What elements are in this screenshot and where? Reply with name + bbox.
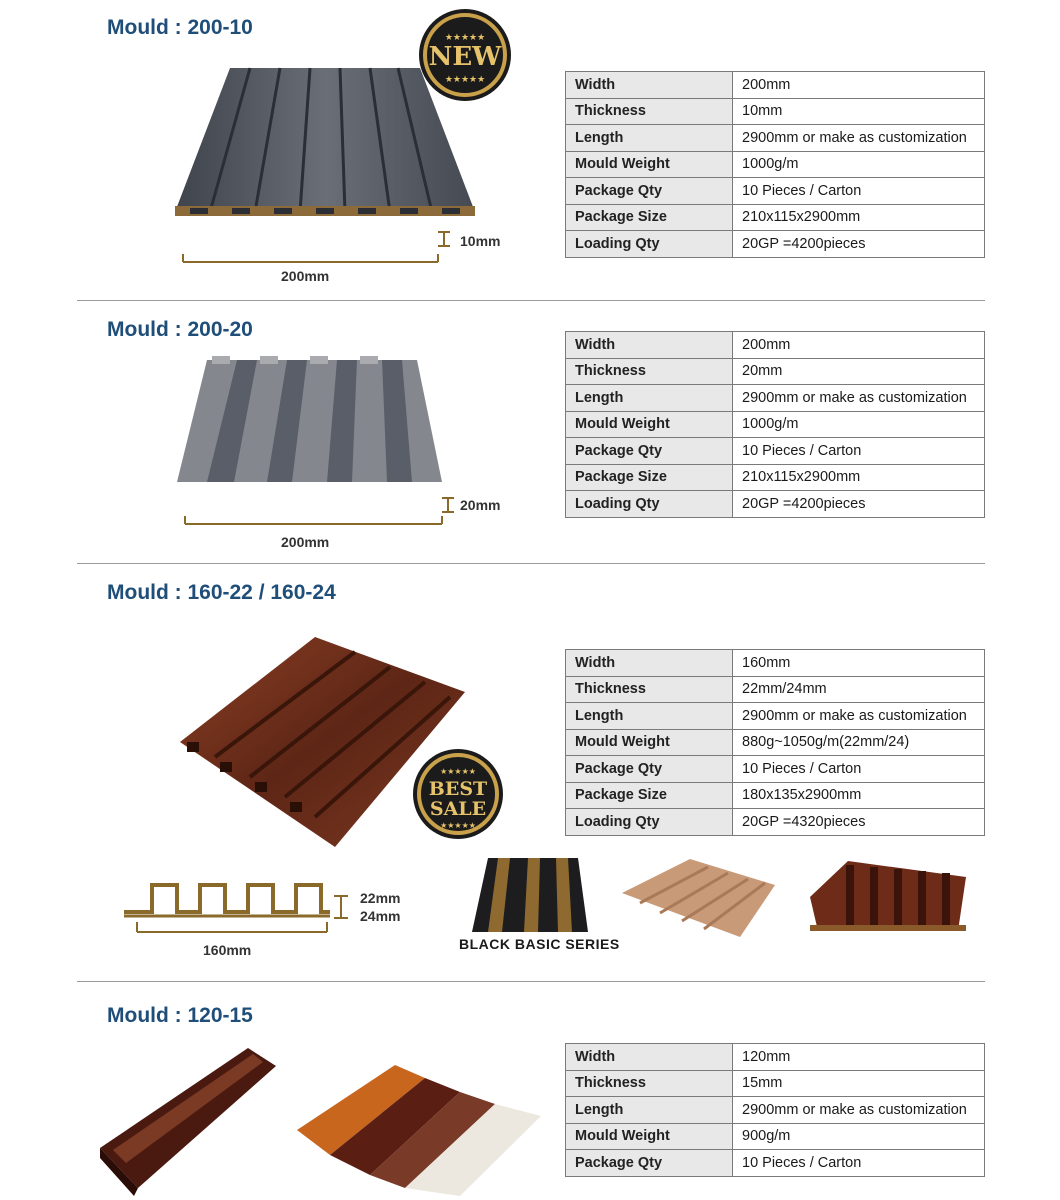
table-row [566, 676, 985, 703]
panel-image-120-colors [295, 1060, 545, 1198]
table-row [566, 98, 985, 125]
table-row [566, 411, 985, 438]
table-row [566, 703, 985, 730]
table-row [566, 231, 985, 258]
table-row [566, 464, 985, 491]
spec-key: Mould Weight [566, 729, 733, 756]
table-row [566, 1070, 985, 1097]
table-row [566, 1123, 985, 1150]
spec-table-200-20 [565, 331, 985, 518]
dim-width-label: 200mm [281, 534, 330, 550]
svg-text:★★★★★: ★★★★★ [440, 767, 476, 776]
table-row [566, 332, 985, 359]
spec-value: 10 Pieces / Carton [733, 1150, 985, 1177]
table-row [566, 72, 985, 99]
table-row [566, 385, 985, 412]
spec-table-160 [565, 649, 985, 836]
dim-width-label: 200mm [281, 268, 330, 284]
table-row [566, 151, 985, 178]
spec-key: Thickness [566, 676, 733, 703]
table-row [566, 1044, 985, 1071]
spec-value: 20mm [733, 358, 985, 385]
spec-key: Mould Weight [566, 411, 733, 438]
spec-key: Length [566, 385, 733, 412]
spec-value: 1000g/m [733, 411, 985, 438]
best-sale-badge-icon [410, 746, 506, 842]
new-badge-icon [415, 5, 515, 105]
svg-text:★★★★★: ★★★★★ [444, 74, 486, 84]
spec-value: 20GP =4200pieces [733, 231, 985, 258]
best-badge-label: BEST [428, 778, 488, 800]
new-badge-label: NEW [428, 42, 502, 72]
spec-key: Length [566, 703, 733, 730]
spec-key: Length [566, 125, 733, 152]
dark-wood-panel-image [808, 857, 968, 935]
svg-text:★★★★★: ★★★★★ [440, 821, 476, 830]
dim-height-22-label: 22mm [360, 890, 401, 906]
spec-value: 1000g/m [733, 151, 985, 178]
spec-value: 2900mm or make as customization [733, 125, 985, 152]
spec-key: Package Size [566, 204, 733, 231]
spec-key: Width [566, 650, 733, 677]
sale-badge-label: SALE [429, 798, 487, 820]
spec-value: 200mm [733, 72, 985, 99]
section-title-200-20: Mould : 200-20 [107, 318, 253, 341]
spec-value: 20GP =4320pieces [733, 809, 985, 836]
spec-key: Package Qty [566, 438, 733, 465]
panel-image-120-dark [98, 1038, 278, 1198]
table-row [566, 1097, 985, 1124]
table-row [566, 491, 985, 518]
spec-key: Width [566, 332, 733, 359]
section-title-200-10: Mould : 200-10 [107, 16, 253, 39]
table-row [566, 729, 985, 756]
spec-value: 180x135x2900mm [733, 782, 985, 809]
spec-value: 2900mm or make as customization [733, 703, 985, 730]
spec-key: Package Size [566, 464, 733, 491]
series-caption: BLACK BASIC SERIES [459, 936, 620, 952]
spec-key: Length [566, 1097, 733, 1124]
spec-key: Width [566, 1044, 733, 1071]
spec-value: 22mm/24mm [733, 676, 985, 703]
spec-value: 10 Pieces / Carton [733, 756, 985, 783]
spec-table-120-15 [565, 1043, 985, 1177]
spec-value: 10 Pieces / Carton [733, 178, 985, 205]
spec-key: Loading Qty [566, 491, 733, 518]
spec-key: Mould Weight [566, 151, 733, 178]
section-divider [77, 563, 985, 564]
dim-height-label: 20mm [460, 497, 501, 513]
spec-value: 200mm [733, 332, 985, 359]
spec-value: 210x115x2900mm [733, 464, 985, 491]
spec-key: Mould Weight [566, 1123, 733, 1150]
table-row [566, 1150, 985, 1177]
table-row [566, 125, 985, 152]
spec-key: Thickness [566, 1070, 733, 1097]
section-divider [77, 300, 985, 301]
dimension-lines-200-20 [180, 494, 460, 530]
spec-value: 900g/m [733, 1123, 985, 1150]
dimension-lines-200-10 [180, 228, 460, 268]
table-row [566, 204, 985, 231]
table-row [566, 809, 985, 836]
table-row [566, 178, 985, 205]
table-row [566, 756, 985, 783]
spec-value: 20GP =4200pieces [733, 491, 985, 518]
spec-value: 880g~1050g/m(22mm/24) [733, 729, 985, 756]
spec-key: Loading Qty [566, 231, 733, 258]
spec-key: Package Qty [566, 178, 733, 205]
spec-key: Thickness [566, 98, 733, 125]
spec-value: 2900mm or make as customization [733, 1097, 985, 1124]
spec-value: 10mm [733, 98, 985, 125]
spec-value: 160mm [733, 650, 985, 677]
spec-key: Package Size [566, 782, 733, 809]
spec-table-200-10 [565, 71, 985, 258]
svg-text:★★★★★: ★★★★★ [444, 32, 486, 42]
black-basic-panel-image [468, 854, 592, 934]
spec-value: 210x115x2900mm [733, 204, 985, 231]
light-wood-panel-image [620, 855, 778, 940]
section-title-120-15: Mould : 120-15 [107, 1004, 253, 1027]
table-row [566, 358, 985, 385]
spec-value: 15mm [733, 1070, 985, 1097]
section-title-160-22-160-24: Mould : 160-22 / 160-24 [107, 581, 336, 604]
section-divider [77, 981, 985, 982]
dim-width-label: 160mm [203, 942, 252, 958]
spec-value: 10 Pieces / Carton [733, 438, 985, 465]
spec-key: Thickness [566, 358, 733, 385]
dim-height-label: 10mm [460, 233, 501, 249]
spec-key: Loading Qty [566, 809, 733, 836]
spec-key: Width [566, 72, 733, 99]
profile-diagram-160 [122, 880, 354, 935]
table-row [566, 650, 985, 677]
spec-value: 2900mm or make as customization [733, 385, 985, 412]
spec-key: Package Qty [566, 756, 733, 783]
spec-key: Package Qty [566, 1150, 733, 1177]
dim-height-24-label: 24mm [360, 908, 401, 924]
table-row [566, 438, 985, 465]
table-row [566, 782, 985, 809]
spec-value: 120mm [733, 1044, 985, 1071]
panel-image-200-20 [172, 352, 447, 492]
